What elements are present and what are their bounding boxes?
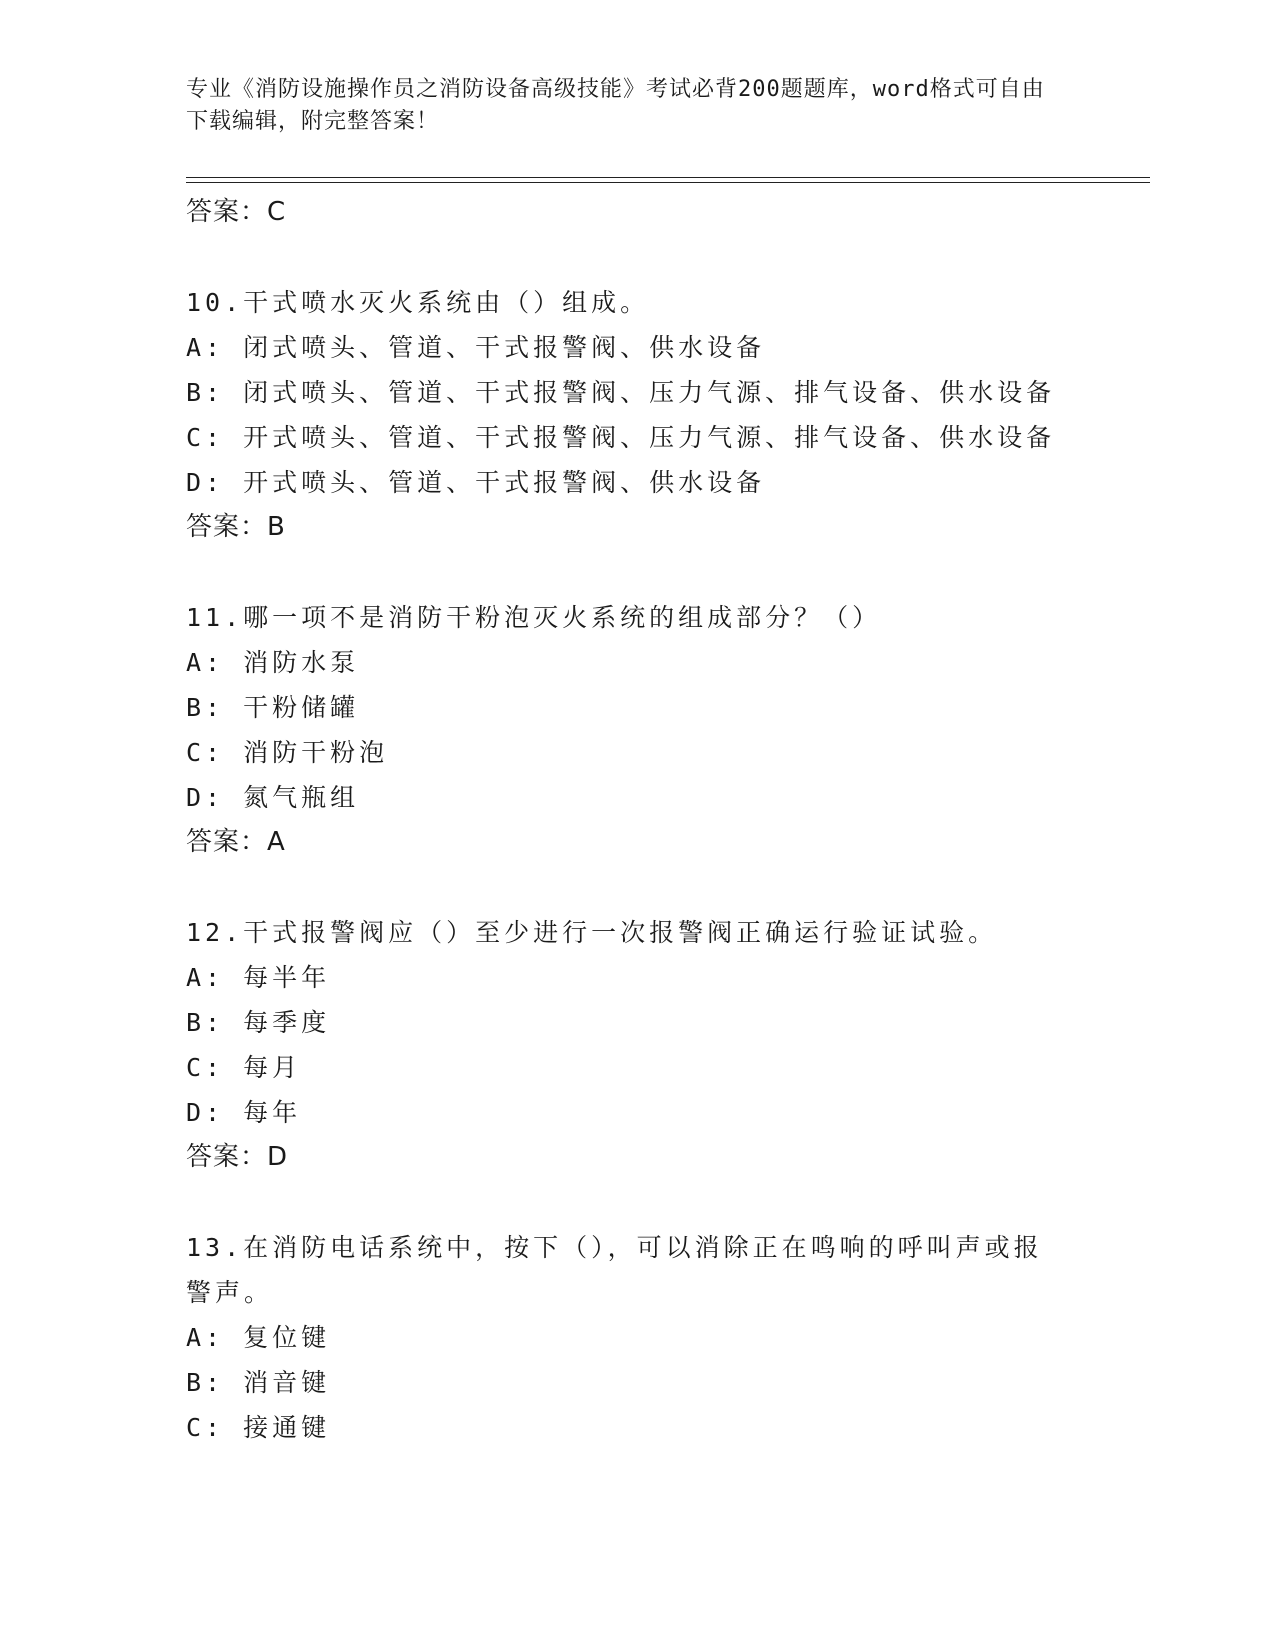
question-option: B: 消音键 — [186, 1368, 331, 1397]
question-option: B: 闭式喷头、管道、干式报警阀、压力气源、排气设备、供水设备 — [186, 378, 1056, 407]
question-option: D: 氮气瓶组 — [186, 783, 360, 812]
question-item — [186, 280, 1086, 549]
answer-line: 答案：C — [186, 197, 287, 227]
question-option: A: 闭式喷头、管道、干式报警阀、供水设备 — [186, 333, 766, 362]
question-option: D: 每年 — [186, 1098, 302, 1127]
question-option: B: 每季度 — [186, 1008, 331, 1037]
question-item — [186, 910, 1086, 1179]
header-divider-top — [186, 177, 1150, 178]
answer-line: 答案：A — [186, 827, 286, 857]
question-option: A: 复位键 — [186, 1323, 331, 1352]
document-header: 专业《消防设施操作员之消防设备高级技能》考试必背200题题库，word格式可自由下载编辑，附完整答案！ — [186, 77, 1045, 134]
question-option: C: 每月 — [186, 1053, 302, 1082]
header-divider-bottom — [186, 182, 1150, 183]
question-option: D: 开式喷头、管道、干式报警阀、供水设备 — [186, 468, 766, 497]
question-list — [186, 190, 1086, 1450]
question-item — [186, 595, 1086, 864]
question-item — [186, 1225, 1086, 1450]
question-title: 12.干式报警阀应（）至少进行一次报警阀正确运行验证试验。 — [186, 918, 998, 947]
answer-line: 答案：D — [186, 1142, 289, 1172]
question-option: A: 消防水泵 — [186, 648, 360, 677]
question-option: B: 干粉储罐 — [186, 693, 360, 722]
question-option: C: 接通键 — [186, 1413, 331, 1442]
answer-line: 答案：B — [186, 512, 286, 542]
question-option: C: 开式喷头、管道、干式报警阀、压力气源、排气设备、供水设备 — [186, 423, 1056, 452]
question-title: 11.哪一项不是消防干粉泡灭火系统的组成部分？（） — [186, 603, 882, 632]
question-title: 13.在消防电话系统中，按下（），可以消除正在鸣响的呼叫声或报警声。 — [186, 1233, 1043, 1307]
question-option: A: 每半年 — [186, 963, 331, 992]
question-option: C: 消防干粉泡 — [186, 738, 389, 767]
question-title: 10.干式喷水灭火系统由（）组成。 — [186, 288, 650, 317]
